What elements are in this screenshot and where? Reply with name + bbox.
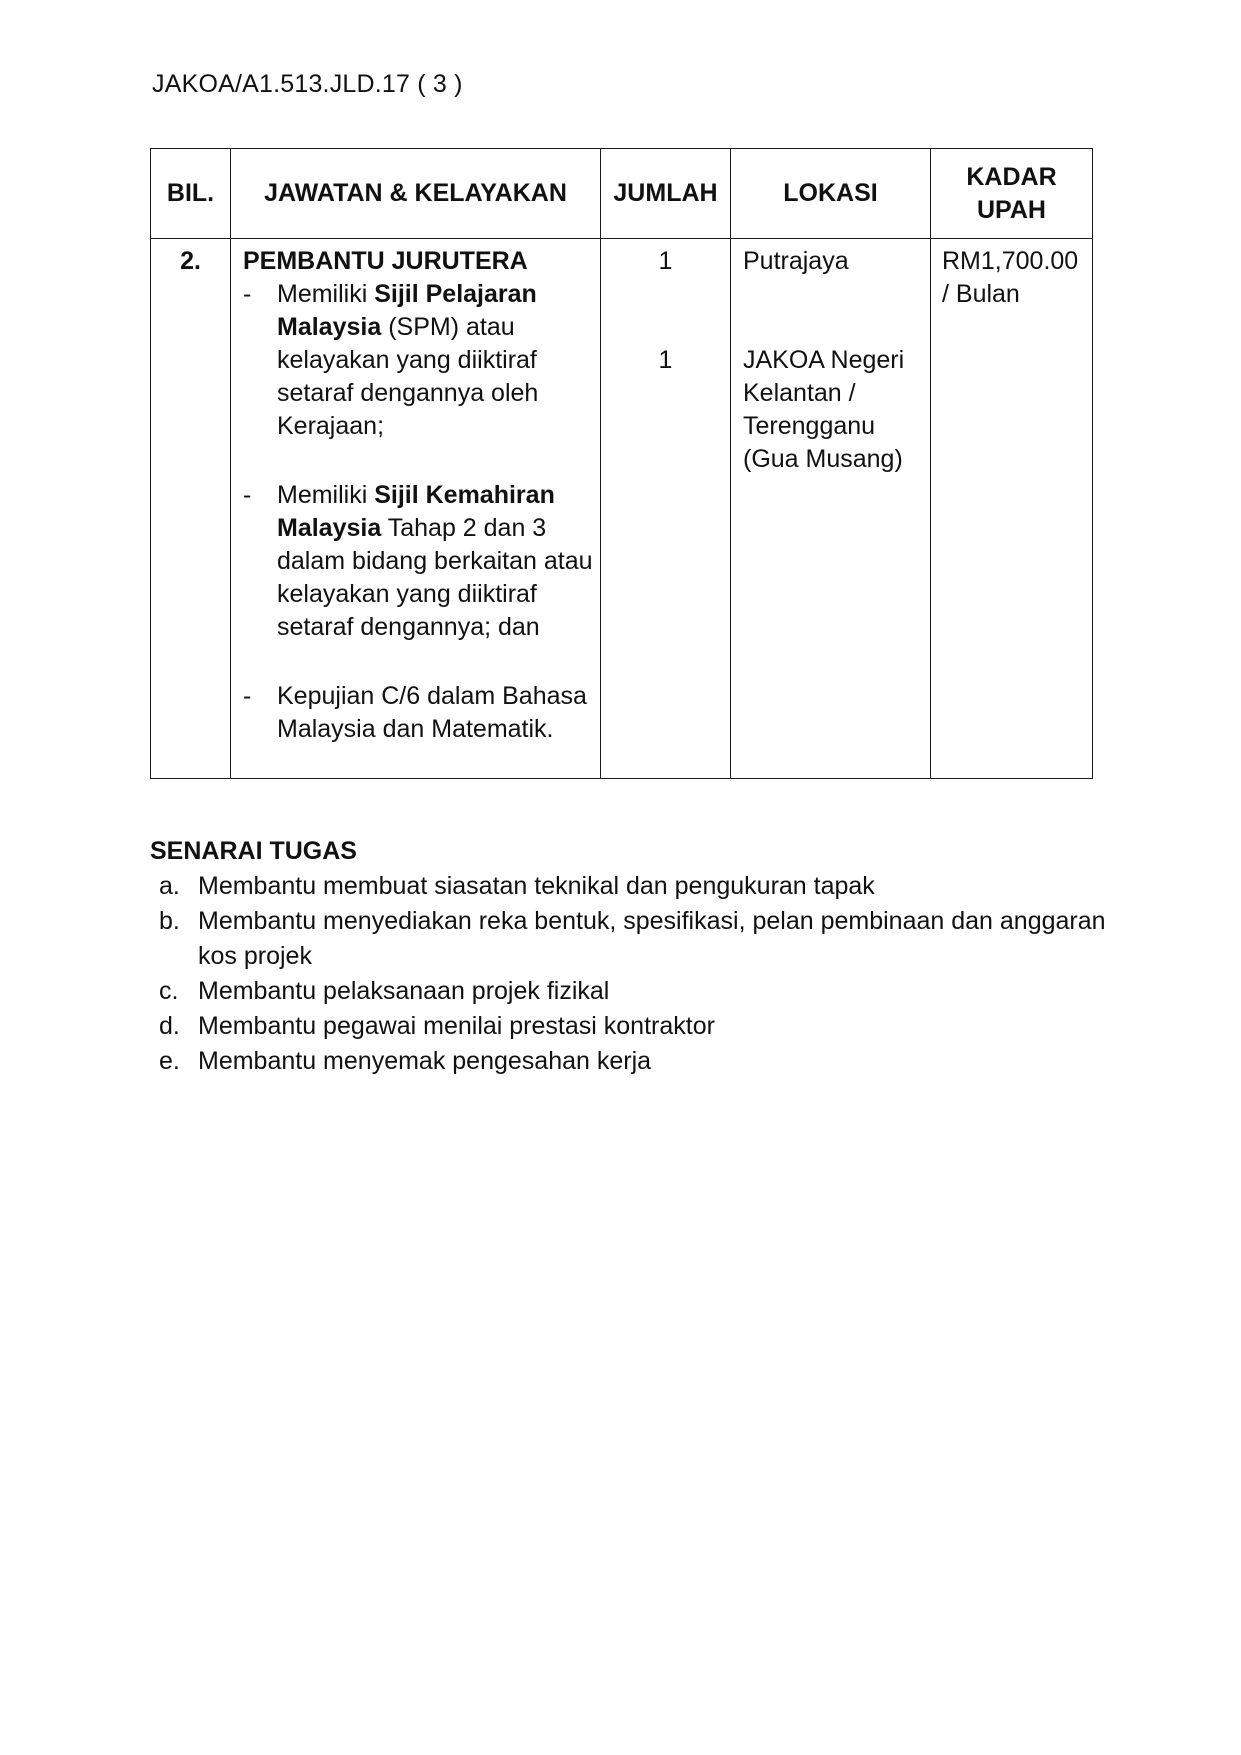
table-row <box>151 239 1093 779</box>
lokasi-line: JAKOA Negeri <box>743 346 905 374</box>
header-lokasi: LOKASI <box>731 149 931 239</box>
task-text <box>198 974 1110 1009</box>
task-text <box>198 1044 1110 1079</box>
lokasi-line: Kelantan / <box>743 379 856 407</box>
lokasi-line: Terengganu <box>743 412 876 440</box>
table-header-row <box>151 149 1093 239</box>
cell-lokasi <box>731 239 931 779</box>
job-title: PEMBANTU JURUTERA <box>243 247 528 275</box>
senarai-tugas-section <box>150 834 1110 1079</box>
qualification-text <box>277 680 598 746</box>
task-label: d. <box>159 1012 180 1040</box>
cell-bil: 2. <box>151 239 231 779</box>
task-text-line: kos projek <box>198 942 312 970</box>
header-jumlah: JUMLAH <box>601 149 731 239</box>
task-item <box>159 869 1110 904</box>
task-text-line: Membantu menyemak pengesahan kerja <box>198 1047 652 1075</box>
task-text-line: Membantu pelaksanaan projek fizikal <box>198 977 610 1005</box>
jumlah-value-2: 1 <box>658 346 673 374</box>
task-text-line: Membantu pegawai menilai prestasi kontraktor <box>198 1012 715 1040</box>
qual-text-bold: Sijil Kemahiran Malaysia <box>277 481 555 542</box>
task-label: a. <box>159 872 180 900</box>
lokasi-value-1: Putrajaya <box>743 247 849 275</box>
task-item <box>159 1009 1110 1044</box>
header-kadar-upah: KADAR UPAH <box>931 149 1093 239</box>
task-text-line: Membantu membuat siasatan teknikal dan pengukuran tapak <box>198 872 875 900</box>
task-text-line: Membantu menyediakan reka bentuk, spesifikasi, pelan pembinaan dan anggaran <box>198 907 1106 935</box>
lokasi-line: (Gua Musang) <box>743 445 903 473</box>
qual-text-normal: Memiliki <box>277 280 375 308</box>
task-text <box>198 1009 1110 1044</box>
dash-marker: - <box>243 481 252 509</box>
task-label: b. <box>159 907 180 935</box>
task-item <box>159 974 1110 1009</box>
dash-marker: - <box>243 280 252 308</box>
qualification-item <box>243 680 598 746</box>
qual-text-bold: Sijil Pelajaran Malaysia <box>277 280 537 341</box>
task-text <box>198 869 1110 904</box>
lokasi-value-2 <box>743 344 924 476</box>
task-item <box>159 904 1110 974</box>
qualification-text <box>277 479 598 644</box>
qualification-item <box>243 278 598 443</box>
dash-marker: - <box>243 682 252 710</box>
qualification-text <box>277 278 598 443</box>
section-heading: SENARAI TUGAS <box>150 837 357 865</box>
qual-text-normal: (SPM) atau kelayakan yang diiktiraf setaraf dengannya oleh Kerajaan; <box>277 313 539 440</box>
qualification-item <box>243 479 598 644</box>
task-label: e. <box>159 1047 180 1075</box>
header-bil: BIL. <box>151 149 231 239</box>
header-jawatan-kelayakan: JAWATAN & KELAYAKAN <box>231 149 601 239</box>
reference-number: JAKOA/A1.513.JLD.17 ( 3 ) <box>152 70 463 98</box>
task-text <box>198 904 1110 974</box>
task-item <box>159 1044 1110 1079</box>
vacancy-table <box>150 148 1093 779</box>
qual-text-normal: Kepujian C/6 dalam Bahasa Malaysia dan Matematik. <box>277 682 587 743</box>
cell-kadar-upah <box>931 239 1093 779</box>
kadar-line: / Bulan <box>942 280 1020 308</box>
cell-jawatan-kelayakan <box>231 239 601 779</box>
task-label: c. <box>159 977 179 1005</box>
qual-text-normal: Tahap 2 dan 3 dalam bidang berkaitan atau kelayakan yang diiktiraf setaraf dengannya; dan <box>277 514 593 641</box>
cell-jumlah <box>601 239 731 779</box>
kadar-line: RM1,700.00 <box>942 247 1079 275</box>
jumlah-value-1: 1 <box>658 247 673 275</box>
qual-text-normal: Memiliki <box>277 481 375 509</box>
